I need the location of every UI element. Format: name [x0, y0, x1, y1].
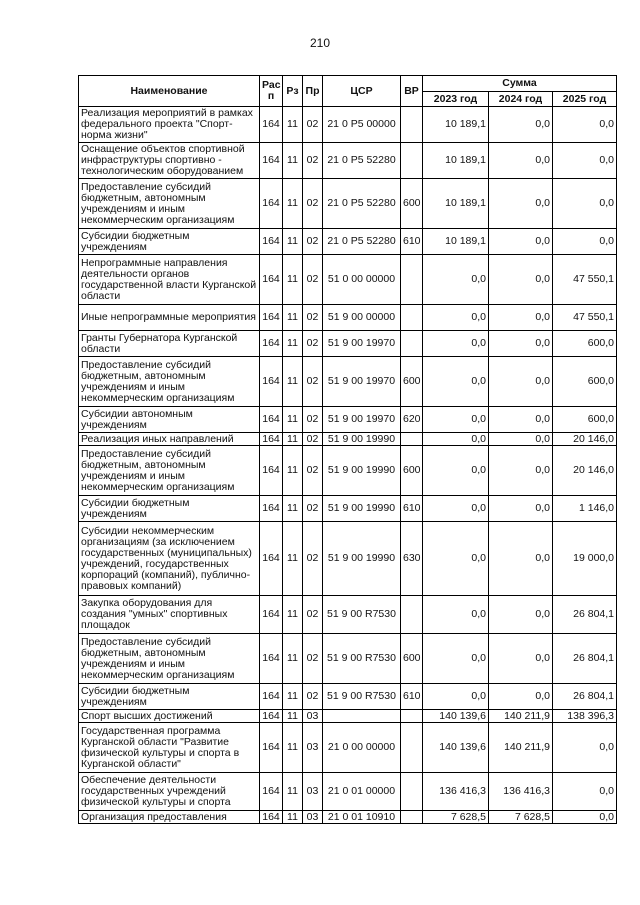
row-csr: 51 9 00 00000 — [323, 305, 401, 331]
row-amount-2023: 0,0 — [423, 433, 489, 446]
row-amount-2023: 0,0 — [423, 496, 489, 522]
row-amount-2025: 0,0 — [553, 143, 617, 179]
row-vr: 600 — [401, 179, 423, 229]
row-vr — [401, 811, 423, 824]
header-sum: Сумма — [423, 76, 617, 92]
row-pr: 02 — [303, 496, 323, 522]
row-amount-2025: 600,0 — [553, 407, 617, 433]
table-row — [79, 723, 617, 773]
table-row — [79, 407, 617, 433]
row-vr — [401, 255, 423, 305]
row-amount-2025: 1 146,0 — [553, 496, 617, 522]
row-amount-2025: 0,0 — [553, 179, 617, 229]
page-number: 210 — [309, 36, 331, 50]
row-amount-2023: 0,0 — [423, 634, 489, 684]
row-amount-2024: 0,0 — [489, 433, 553, 446]
row-vr: 600 — [401, 357, 423, 407]
header-csr: ЦСР — [323, 76, 401, 107]
header-year-2024: 2024 год — [489, 92, 553, 107]
table-row — [79, 710, 617, 723]
row-csr: 51 9 00 19990 — [323, 446, 401, 496]
row-amount-2023: 0,0 — [423, 305, 489, 331]
row-amount-2025: 600,0 — [553, 357, 617, 407]
row-amount-2025: 19 000,0 — [553, 522, 617, 596]
row-amount-2025: 26 804,1 — [553, 684, 617, 710]
row-amount-2023: 140 139,6 — [423, 723, 489, 773]
row-amount-2023: 10 189,1 — [423, 229, 489, 255]
row-csr: 21 0 P5 52280 — [323, 229, 401, 255]
row-vr: 610 — [401, 496, 423, 522]
row-vr: 610 — [401, 229, 423, 255]
row-amount-2023: 10 189,1 — [423, 107, 489, 143]
row-rz: 11 — [283, 634, 303, 684]
row-pr: 02 — [303, 229, 323, 255]
row-name: Реализация мероприятий в рамках федерального проекта "Спорт-норма жизни" — [79, 107, 260, 143]
row-pr: 02 — [303, 107, 323, 143]
row-amount-2025: 0,0 — [553, 723, 617, 773]
row-amount-2025: 600,0 — [553, 331, 617, 357]
row-amount-2024: 0,0 — [489, 107, 553, 143]
row-amount-2023: 136 416,3 — [423, 773, 489, 811]
row-ras: 164 — [260, 107, 283, 143]
header-name: Наименование — [79, 76, 260, 107]
row-ras: 164 — [260, 179, 283, 229]
row-name: Спорт высших достижений — [79, 710, 260, 723]
row-amount-2024: 0,0 — [489, 331, 553, 357]
table-row — [79, 107, 617, 143]
row-amount-2024: 0,0 — [489, 684, 553, 710]
row-ras: 164 — [260, 634, 283, 684]
row-vr — [401, 143, 423, 179]
row-pr: 02 — [303, 684, 323, 710]
row-vr: 620 — [401, 407, 423, 433]
row-amount-2025: 26 804,1 — [553, 634, 617, 684]
row-csr: 51 9 00 19990 — [323, 433, 401, 446]
row-ras: 164 — [260, 496, 283, 522]
row-ras: 164 — [260, 143, 283, 179]
row-vr — [401, 773, 423, 811]
row-rz: 11 — [283, 179, 303, 229]
row-pr: 03 — [303, 723, 323, 773]
row-amount-2024: 7 628,5 — [489, 811, 553, 824]
row-rz: 11 — [283, 107, 303, 143]
row-amount-2025: 0,0 — [553, 229, 617, 255]
row-vr: 630 — [401, 522, 423, 596]
row-pr: 02 — [303, 446, 323, 496]
row-csr: 21 0 01 10910 — [323, 811, 401, 824]
row-csr: 21 0 P5 52280 — [323, 179, 401, 229]
row-rz: 11 — [283, 710, 303, 723]
row-amount-2023: 0,0 — [423, 446, 489, 496]
table-row — [79, 331, 617, 357]
row-vr — [401, 710, 423, 723]
row-amount-2024: 0,0 — [489, 522, 553, 596]
row-amount-2024: 0,0 — [489, 255, 553, 305]
table-row — [79, 229, 617, 255]
row-csr: 51 9 00 R7530 — [323, 684, 401, 710]
header-rz: Рз — [283, 76, 303, 107]
row-amount-2023: 10 189,1 — [423, 143, 489, 179]
row-ras: 164 — [260, 305, 283, 331]
row-pr: 02 — [303, 331, 323, 357]
row-rz: 11 — [283, 357, 303, 407]
row-vr — [401, 331, 423, 357]
row-rz: 11 — [283, 229, 303, 255]
row-ras: 164 — [260, 773, 283, 811]
row-amount-2024: 140 211,9 — [489, 710, 553, 723]
row-name: Обеспечение деятельности государственных учреждений физической культуры и спорта — [79, 773, 260, 811]
row-name: Непрограммные направления деятельности органов государственной власти Курганской области — [79, 255, 260, 305]
row-name: Предоставление субсидий бюджетным, автономным учреждениям и иным некоммерческим организациям — [79, 357, 260, 407]
row-name: Предоставление субсидий бюджетным, автономным учреждениям и иным некоммерческим организациям — [79, 634, 260, 684]
row-ras: 164 — [260, 596, 283, 634]
row-csr: 21 0 P5 00000 — [323, 107, 401, 143]
row-pr: 03 — [303, 710, 323, 723]
row-name: Субсидии автономным учреждениям — [79, 407, 260, 433]
row-rz: 11 — [283, 433, 303, 446]
row-csr — [323, 710, 401, 723]
row-amount-2025: 47 550,1 — [553, 305, 617, 331]
row-rz: 11 — [283, 522, 303, 596]
row-csr: 51 9 00 19990 — [323, 496, 401, 522]
row-name: Государственная программа Курганской области "Развитие физической культуры и спорта в Курганской области" — [79, 723, 260, 773]
row-amount-2024: 0,0 — [489, 407, 553, 433]
budget-table — [78, 75, 617, 824]
row-amount-2023: 10 189,1 — [423, 179, 489, 229]
header-year-2023: 2023 год — [423, 92, 489, 107]
row-rz: 11 — [283, 684, 303, 710]
table-row — [79, 596, 617, 634]
row-amount-2024: 0,0 — [489, 496, 553, 522]
row-rz: 11 — [283, 446, 303, 496]
table-row — [79, 179, 617, 229]
row-name: Реализация иных направлений — [79, 433, 260, 446]
row-amount-2025: 20 146,0 — [553, 433, 617, 446]
row-rz: 11 — [283, 811, 303, 824]
row-ras: 164 — [260, 229, 283, 255]
header-year-2025: 2025 год — [553, 92, 617, 107]
row-pr: 02 — [303, 596, 323, 634]
row-amount-2025: 0,0 — [553, 107, 617, 143]
row-rz: 11 — [283, 305, 303, 331]
header-ras: Рас п — [260, 76, 283, 107]
table-row — [79, 305, 617, 331]
row-csr: 51 0 00 00000 — [323, 255, 401, 305]
row-name: Иные непрограммные мероприятия — [79, 305, 260, 331]
row-ras: 164 — [260, 357, 283, 407]
row-name: Оснащение объектов спортивной инфраструктуры спортивно - технологическим оборудованием — [79, 143, 260, 179]
row-amount-2023: 0,0 — [423, 357, 489, 407]
row-amount-2023: 140 139,6 — [423, 710, 489, 723]
row-ras: 164 — [260, 407, 283, 433]
header-vr: ВР — [401, 76, 423, 107]
row-rz: 11 — [283, 331, 303, 357]
table-row — [79, 446, 617, 496]
row-csr: 51 9 00 R7530 — [323, 596, 401, 634]
row-name: Субсидии бюджетным учреждениям — [79, 684, 260, 710]
row-name: Субсидии бюджетным учреждениям — [79, 229, 260, 255]
row-amount-2024: 0,0 — [489, 143, 553, 179]
row-pr: 02 — [303, 634, 323, 684]
row-pr: 03 — [303, 773, 323, 811]
row-pr: 02 — [303, 522, 323, 596]
row-vr — [401, 107, 423, 143]
row-pr: 02 — [303, 143, 323, 179]
table-row — [79, 143, 617, 179]
row-amount-2023: 0,0 — [423, 684, 489, 710]
row-rz: 11 — [283, 255, 303, 305]
row-name: Субсидии бюджетным учреждениям — [79, 496, 260, 522]
row-amount-2023: 0,0 — [423, 255, 489, 305]
table-row — [79, 811, 617, 824]
table-row — [79, 357, 617, 407]
row-csr: 51 9 00 19970 — [323, 407, 401, 433]
row-pr: 02 — [303, 255, 323, 305]
row-ras: 164 — [260, 710, 283, 723]
table-row — [79, 255, 617, 305]
row-csr: 51 9 00 19970 — [323, 331, 401, 357]
row-rz: 11 — [283, 773, 303, 811]
table-row — [79, 684, 617, 710]
row-ras: 164 — [260, 331, 283, 357]
row-amount-2023: 0,0 — [423, 407, 489, 433]
row-name: Субсидии некоммерческим организациям (за исключением государственных (муниципальных) учреждений, государственных корпораций (компаний), публично-правовых компаний) — [79, 522, 260, 596]
row-amount-2025: 26 804,1 — [553, 596, 617, 634]
row-amount-2023: 0,0 — [423, 331, 489, 357]
row-amount-2024: 140 211,9 — [489, 723, 553, 773]
row-ras: 164 — [260, 522, 283, 596]
table-row — [79, 433, 617, 446]
row-csr: 21 0 P5 52280 — [323, 143, 401, 179]
row-amount-2025: 47 550,1 — [553, 255, 617, 305]
row-rz: 11 — [283, 143, 303, 179]
row-amount-2023: 0,0 — [423, 522, 489, 596]
row-csr: 51 9 00 R7530 — [323, 634, 401, 684]
row-name: Закупка оборудования для создания "умных" спортивных площадок — [79, 596, 260, 634]
row-vr: 600 — [401, 446, 423, 496]
row-vr — [401, 596, 423, 634]
row-vr: 600 — [401, 634, 423, 684]
row-pr: 02 — [303, 357, 323, 407]
row-amount-2024: 0,0 — [489, 179, 553, 229]
row-name: Организация предоставления — [79, 811, 260, 824]
row-ras: 164 — [260, 446, 283, 496]
row-pr: 02 — [303, 433, 323, 446]
header-pr: Пр — [303, 76, 323, 107]
row-rz: 11 — [283, 723, 303, 773]
row-csr: 21 0 01 00000 — [323, 773, 401, 811]
row-amount-2024: 136 416,3 — [489, 773, 553, 811]
table-row — [79, 634, 617, 684]
row-name: Предоставление субсидий бюджетным, автономным учреждениям и иным некоммерческим организациям — [79, 446, 260, 496]
row-amount-2024: 0,0 — [489, 305, 553, 331]
row-amount-2024: 0,0 — [489, 357, 553, 407]
row-amount-2024: 0,0 — [489, 596, 553, 634]
row-amount-2023: 7 628,5 — [423, 811, 489, 824]
row-vr: 610 — [401, 684, 423, 710]
row-amount-2023: 0,0 — [423, 596, 489, 634]
table-row — [79, 496, 617, 522]
row-csr: 21 0 00 00000 — [323, 723, 401, 773]
row-amount-2025: 0,0 — [553, 773, 617, 811]
row-name: Предоставление субсидий бюджетным, автономным учреждениям и иным некоммерческим организациям — [79, 179, 260, 229]
row-amount-2024: 0,0 — [489, 446, 553, 496]
row-vr — [401, 433, 423, 446]
row-amount-2025: 0,0 — [553, 811, 617, 824]
row-amount-2024: 0,0 — [489, 229, 553, 255]
row-rz: 11 — [283, 407, 303, 433]
row-amount-2024: 0,0 — [489, 634, 553, 684]
row-rz: 11 — [283, 596, 303, 634]
row-amount-2025: 20 146,0 — [553, 446, 617, 496]
row-ras: 164 — [260, 811, 283, 824]
row-ras: 164 — [260, 684, 283, 710]
row-pr: 02 — [303, 407, 323, 433]
table-row — [79, 522, 617, 596]
row-vr — [401, 723, 423, 773]
row-rz: 11 — [283, 496, 303, 522]
table-row — [79, 773, 617, 811]
row-name: Гранты Губернатора Курганской области — [79, 331, 260, 357]
row-pr: 02 — [303, 179, 323, 229]
row-vr — [401, 305, 423, 331]
row-pr: 03 — [303, 811, 323, 824]
row-csr: 51 9 00 19970 — [323, 357, 401, 407]
row-ras: 164 — [260, 255, 283, 305]
row-ras: 164 — [260, 433, 283, 446]
row-ras: 164 — [260, 723, 283, 773]
row-csr: 51 9 00 19990 — [323, 522, 401, 596]
row-pr: 02 — [303, 305, 323, 331]
row-amount-2025: 138 396,3 — [553, 710, 617, 723]
